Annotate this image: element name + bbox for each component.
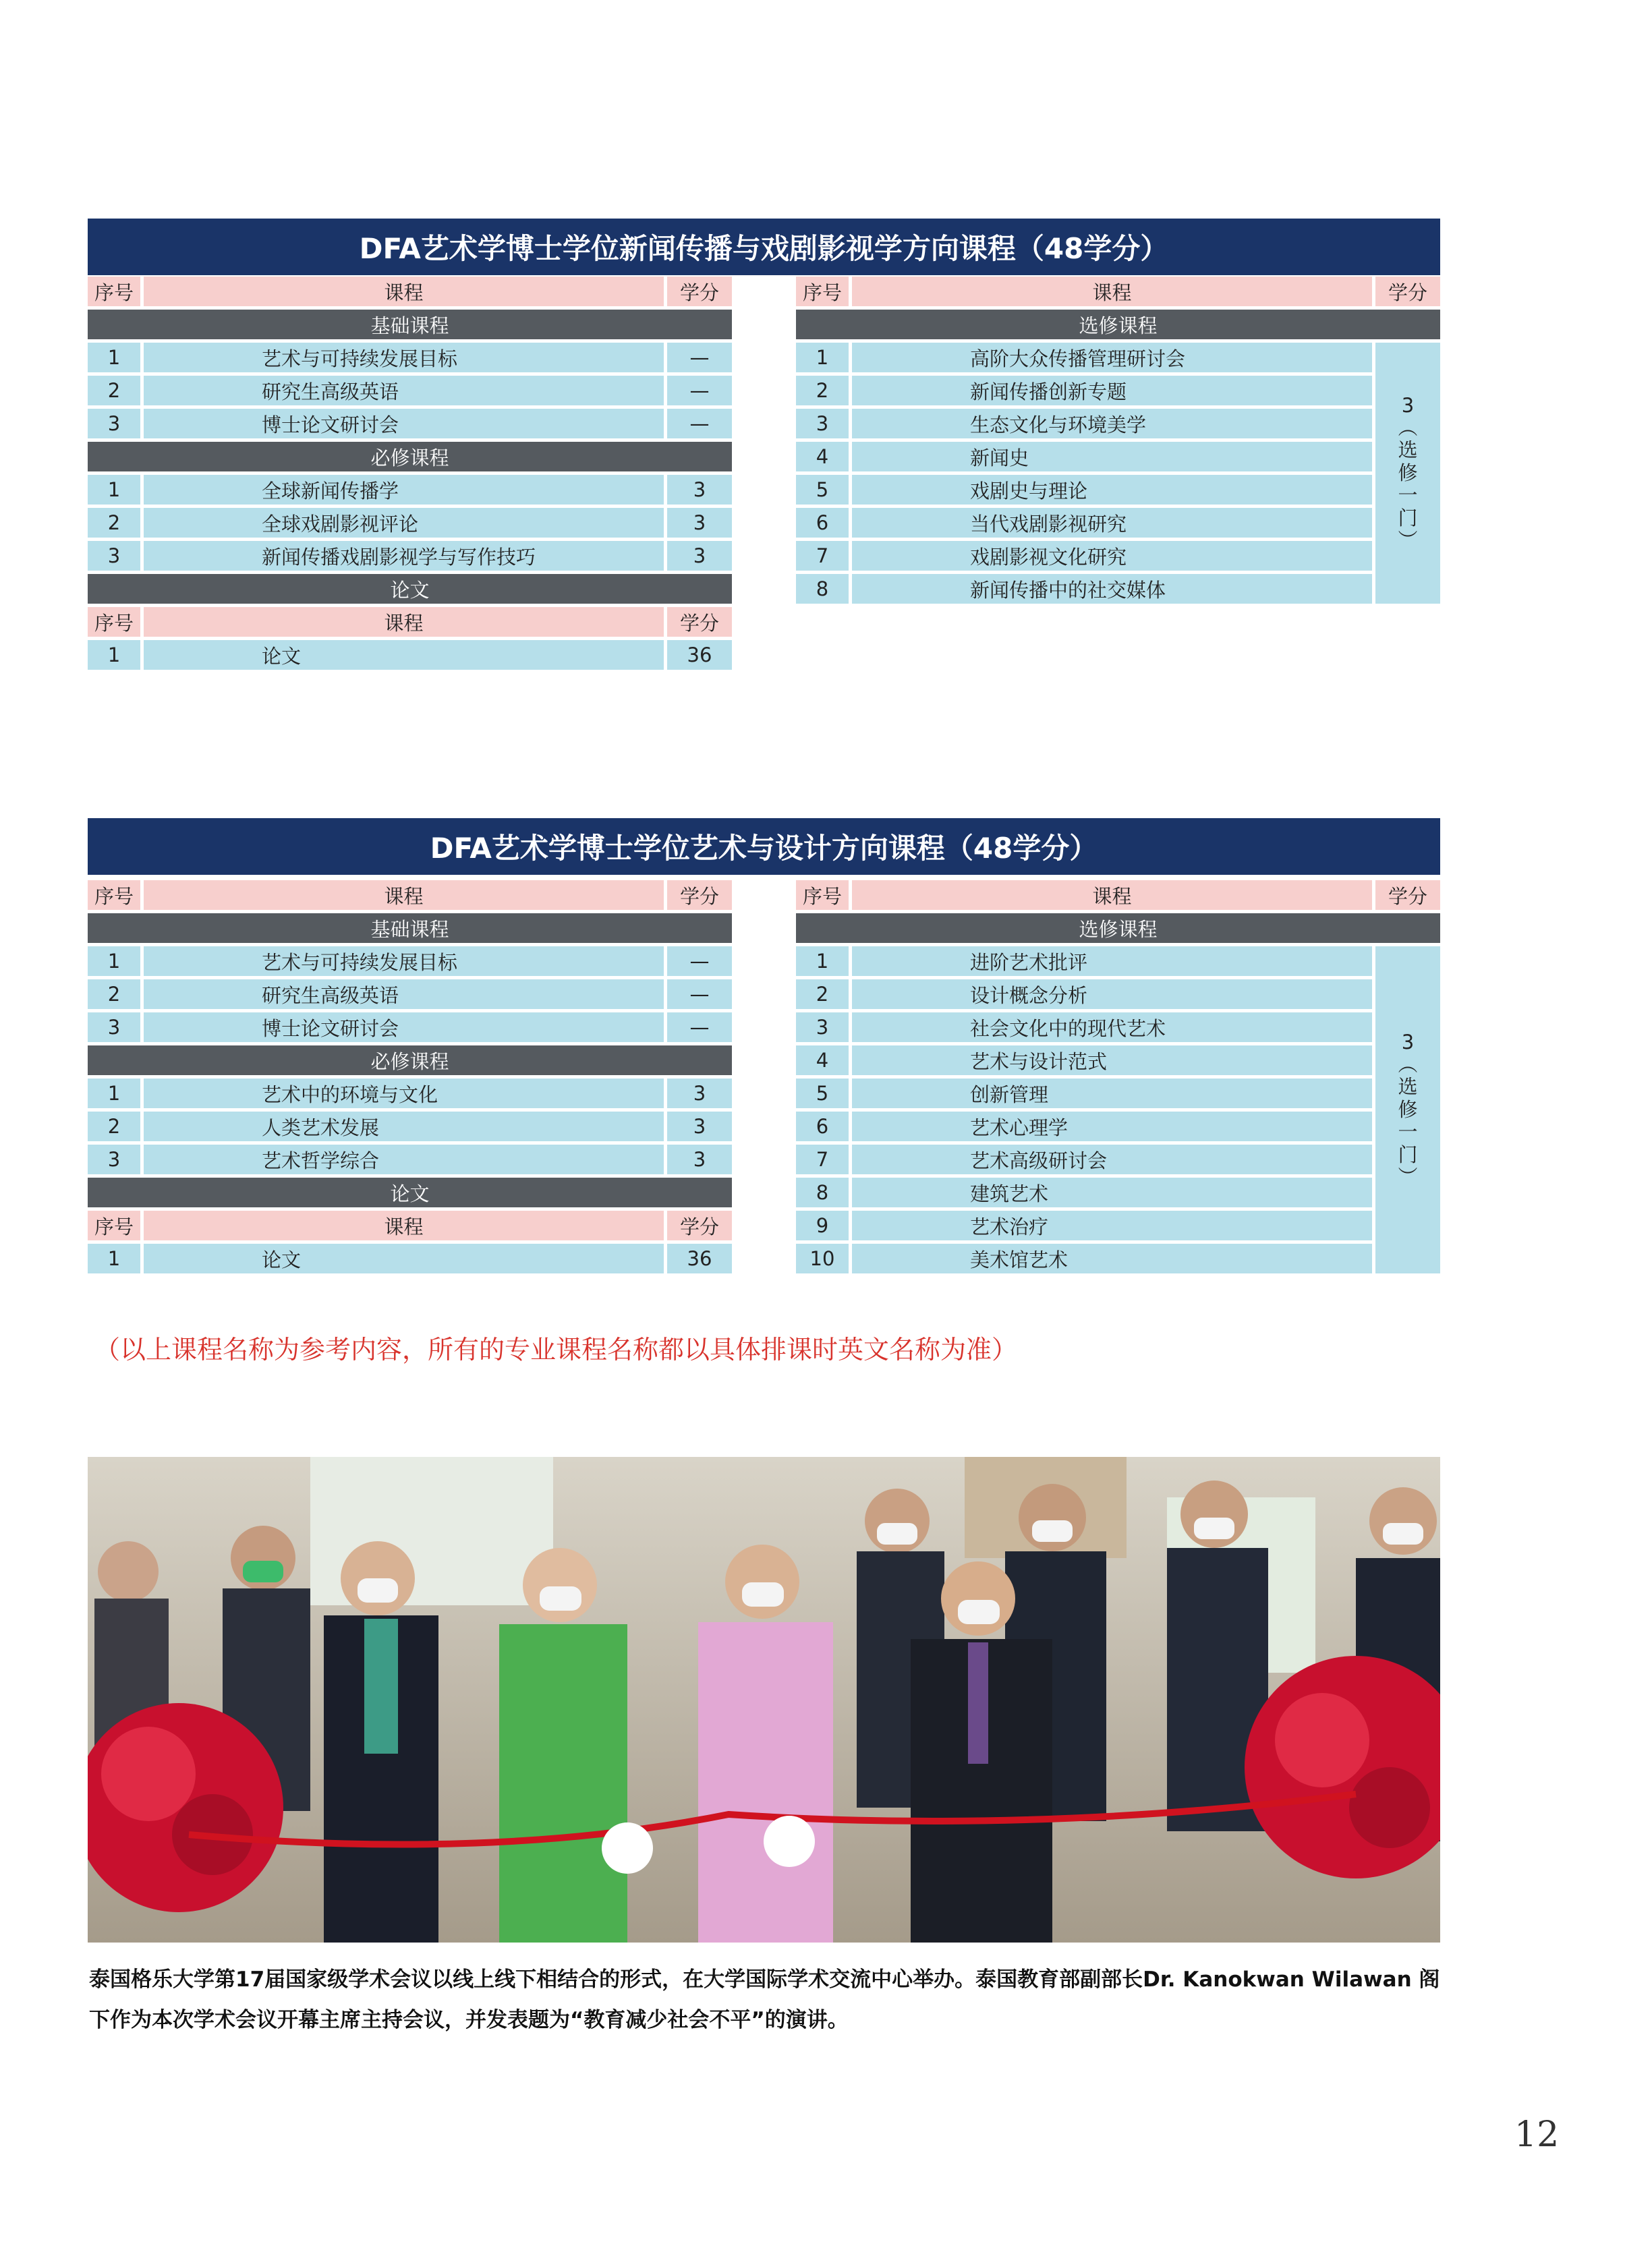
row-num: 3 [88, 541, 140, 571]
row-num: 2 [88, 508, 140, 538]
table-row [88, 979, 732, 1009]
row-name: 博士论文研讨会 [144, 409, 664, 438]
row-credit: — [667, 946, 732, 976]
row-name: 全球新闻传播学 [144, 475, 664, 505]
row-num: 1 [88, 343, 140, 372]
row-name: 进阶艺术批评 [852, 946, 1372, 976]
row-name: 博士论文研讨会 [144, 1012, 664, 1042]
row-num: 8 [796, 1178, 849, 1207]
row-credit: 3 [667, 1079, 732, 1108]
row-name: 研究生高级英语 [144, 979, 664, 1009]
credit-char: ︵ [1398, 416, 1418, 440]
row-num: 1 [796, 946, 849, 976]
table-header [88, 277, 732, 306]
table-header [796, 277, 1440, 306]
row-name: 戏剧影视文化研究 [852, 541, 1372, 571]
table-header [88, 607, 732, 637]
program1-elective-table [796, 277, 1440, 607]
header-num: 序号 [88, 1211, 140, 1240]
row-name: 生态文化与环境美学 [852, 409, 1372, 438]
row-name: 当代戏剧影视研究 [852, 508, 1372, 538]
header-num: 序号 [88, 880, 140, 910]
row-num: 3 [796, 1012, 849, 1042]
table-row [88, 640, 732, 670]
section-thesis: 论文 [88, 1178, 732, 1207]
table-row [796, 508, 1375, 538]
credit-char: 修 [1398, 461, 1418, 484]
row-num: 10 [796, 1244, 849, 1273]
table-header [88, 1211, 732, 1240]
row-num: 6 [796, 1112, 849, 1141]
table-row [88, 1079, 732, 1108]
row-name: 新闻传播创新专题 [852, 376, 1372, 405]
table-header [796, 880, 1440, 910]
elective-credit-note [1375, 946, 1440, 1273]
row-credit: 36 [667, 1244, 732, 1273]
row-num: 2 [88, 376, 140, 405]
credit-char: 3 [1401, 1030, 1415, 1054]
table-row [796, 1244, 1375, 1273]
program1-left-table [88, 277, 732, 673]
section-foundation: 基础课程 [88, 310, 732, 339]
header-num: 序号 [796, 880, 849, 910]
row-num: 6 [796, 508, 849, 538]
row-name: 高阶大众传播管理研讨会 [852, 343, 1372, 372]
photo-caption: 泰国格乐大学第17届国家级学术会议以线上线下相结合的形式，在大学国际学术交流中心举办。泰国教育部副部长Dr. Kanokwan Wilawan 阁下作为本次学术会议开幕主席主持会议，并发表题为“教育减少社会不平”的演讲。 [89, 1967, 1440, 2032]
row-name: 艺术哲学综合 [144, 1145, 664, 1174]
elective-credit-note [1375, 343, 1440, 604]
row-name: 新闻史 [852, 442, 1372, 471]
row-num: 5 [796, 475, 849, 505]
table-row [796, 1211, 1375, 1240]
row-name: 创新管理 [852, 1079, 1372, 1108]
table-row [796, 475, 1375, 505]
row-num: 2 [796, 376, 849, 405]
row-credit: — [667, 409, 732, 438]
table-row [796, 946, 1375, 976]
table-row [88, 1112, 732, 1141]
table-row [88, 508, 732, 538]
table-row [796, 343, 1375, 372]
table-row [796, 1079, 1375, 1108]
row-credit: 3 [667, 475, 732, 505]
row-num: 1 [88, 475, 140, 505]
row-num: 7 [796, 541, 849, 571]
section-foundation: 基础课程 [88, 913, 732, 943]
header-credit: 学分 [1375, 277, 1440, 306]
section-required: 必修课程 [88, 1045, 732, 1075]
row-name: 人类艺术发展 [144, 1112, 664, 1141]
row-num: 1 [88, 1079, 140, 1108]
credit-char: ︶ [1398, 1165, 1418, 1188]
row-credit: — [667, 979, 732, 1009]
header-course: 课程 [144, 607, 664, 637]
row-name: 论文 [144, 1244, 664, 1273]
row-name: 戏剧史与理论 [852, 475, 1372, 505]
table-row [88, 946, 732, 976]
credit-char: 选 [1398, 438, 1418, 462]
header-credit: 学分 [667, 277, 732, 306]
header-course: 课程 [852, 277, 1372, 306]
header-credit: 学分 [667, 607, 732, 637]
page-number: 12 [1514, 2115, 1560, 2155]
program2-elective-table [796, 880, 1440, 1277]
header-course: 课程 [144, 277, 664, 306]
row-num: 1 [88, 1244, 140, 1273]
row-num: 2 [88, 979, 140, 1009]
row-credit: — [667, 1012, 732, 1042]
row-num: 5 [796, 1079, 849, 1108]
row-num: 2 [796, 979, 849, 1009]
header-credit: 学分 [667, 1211, 732, 1240]
row-num: 9 [796, 1211, 849, 1240]
row-name: 美术馆艺术 [852, 1244, 1372, 1273]
table-row [796, 442, 1375, 471]
row-name: 新闻传播中的社交媒体 [852, 574, 1372, 604]
row-name: 艺术治疗 [852, 1211, 1372, 1240]
table-row [796, 1012, 1375, 1042]
table-row [796, 1045, 1375, 1075]
row-num: 1 [796, 343, 849, 372]
row-num: 1 [88, 946, 140, 976]
row-credit: — [667, 376, 732, 405]
row-num: 3 [88, 1012, 140, 1042]
table-row [88, 541, 732, 571]
row-num: 4 [796, 1045, 849, 1075]
table-row [796, 574, 1375, 604]
header-num: 序号 [88, 277, 140, 306]
row-name: 艺术与可持续发展目标 [144, 343, 664, 372]
credit-char: 一 [1398, 1120, 1418, 1144]
section-elective: 选修课程 [796, 913, 1440, 943]
row-name: 艺术与设计范式 [852, 1045, 1372, 1075]
row-num: 3 [88, 409, 140, 438]
row-num: 3 [796, 409, 849, 438]
table-row [796, 541, 1375, 571]
section-required: 必修课程 [88, 442, 732, 471]
row-name: 论文 [144, 640, 664, 670]
row-name: 新闻传播戏剧影视学与写作技巧 [144, 541, 664, 571]
row-num: 2 [88, 1112, 140, 1141]
program2-left-table [88, 880, 732, 1277]
credit-char: 修 [1398, 1097, 1418, 1121]
table-row [796, 409, 1375, 438]
header-course: 课程 [852, 880, 1372, 910]
credit-char: 门 [1398, 1143, 1418, 1166]
row-credit: 3 [667, 508, 732, 538]
header-num: 序号 [88, 607, 140, 637]
row-name: 艺术心理学 [852, 1112, 1372, 1141]
ceremony-photo-illustration [88, 1457, 1440, 1943]
header-credit: 学分 [1375, 880, 1440, 910]
table-row [88, 1244, 732, 1273]
program1-title: DFA艺术学博士学位新闻传播与戏剧影视学方向课程（48学分） [88, 219, 1440, 275]
row-name: 艺术与可持续发展目标 [144, 946, 664, 976]
section-elective: 选修课程 [796, 310, 1440, 339]
table-row [88, 475, 732, 505]
header-course: 课程 [144, 1211, 664, 1240]
row-credit: — [667, 343, 732, 372]
table-row [796, 1145, 1375, 1174]
table-row [796, 1178, 1375, 1207]
table-row [88, 1012, 732, 1042]
row-num: 1 [88, 640, 140, 670]
row-name: 建筑艺术 [852, 1178, 1372, 1207]
table-row [88, 343, 732, 372]
row-credit: 3 [667, 541, 732, 571]
row-name: 艺术高级研讨会 [852, 1145, 1372, 1174]
row-name: 研究生高级英语 [144, 376, 664, 405]
credit-char: 3 [1401, 393, 1415, 417]
row-credit: 3 [667, 1112, 732, 1141]
row-num: 4 [796, 442, 849, 471]
row-name: 艺术中的环境与文化 [144, 1079, 664, 1108]
header-credit: 学分 [667, 880, 732, 910]
credit-char: 选 [1398, 1075, 1418, 1099]
credit-char: ︶ [1398, 528, 1418, 552]
table-row [796, 1112, 1375, 1141]
row-num: 7 [796, 1145, 849, 1174]
row-num: 8 [796, 574, 849, 604]
row-num: 3 [88, 1145, 140, 1174]
header-course: 课程 [144, 880, 664, 910]
table-row [796, 979, 1375, 1009]
row-name: 社会文化中的现代艺术 [852, 1012, 1372, 1042]
table-row [796, 376, 1375, 405]
table-row [88, 376, 732, 405]
row-name: 设计概念分析 [852, 979, 1372, 1009]
credit-char: ︵ [1398, 1053, 1418, 1076]
row-credit: 3 [667, 1145, 732, 1174]
credit-char: 一 [1398, 484, 1418, 507]
table-row [88, 409, 732, 438]
table-header [88, 880, 732, 910]
ceremony-photo [88, 1457, 1440, 1943]
row-name: 全球戏剧影视评论 [144, 508, 664, 538]
section-thesis: 论文 [88, 574, 732, 604]
program2-title: DFA艺术学博士学位艺术与设计方向课程（48学分） [88, 818, 1440, 875]
table-row [88, 1145, 732, 1174]
header-num: 序号 [796, 277, 849, 306]
row-credit: 36 [667, 640, 732, 670]
credit-char: 门 [1398, 506, 1418, 529]
disclaimer-note: （以上课程名称为参考内容，所有的专业课程名称都以具体排课时英文名称为准） [94, 1335, 1018, 1364]
